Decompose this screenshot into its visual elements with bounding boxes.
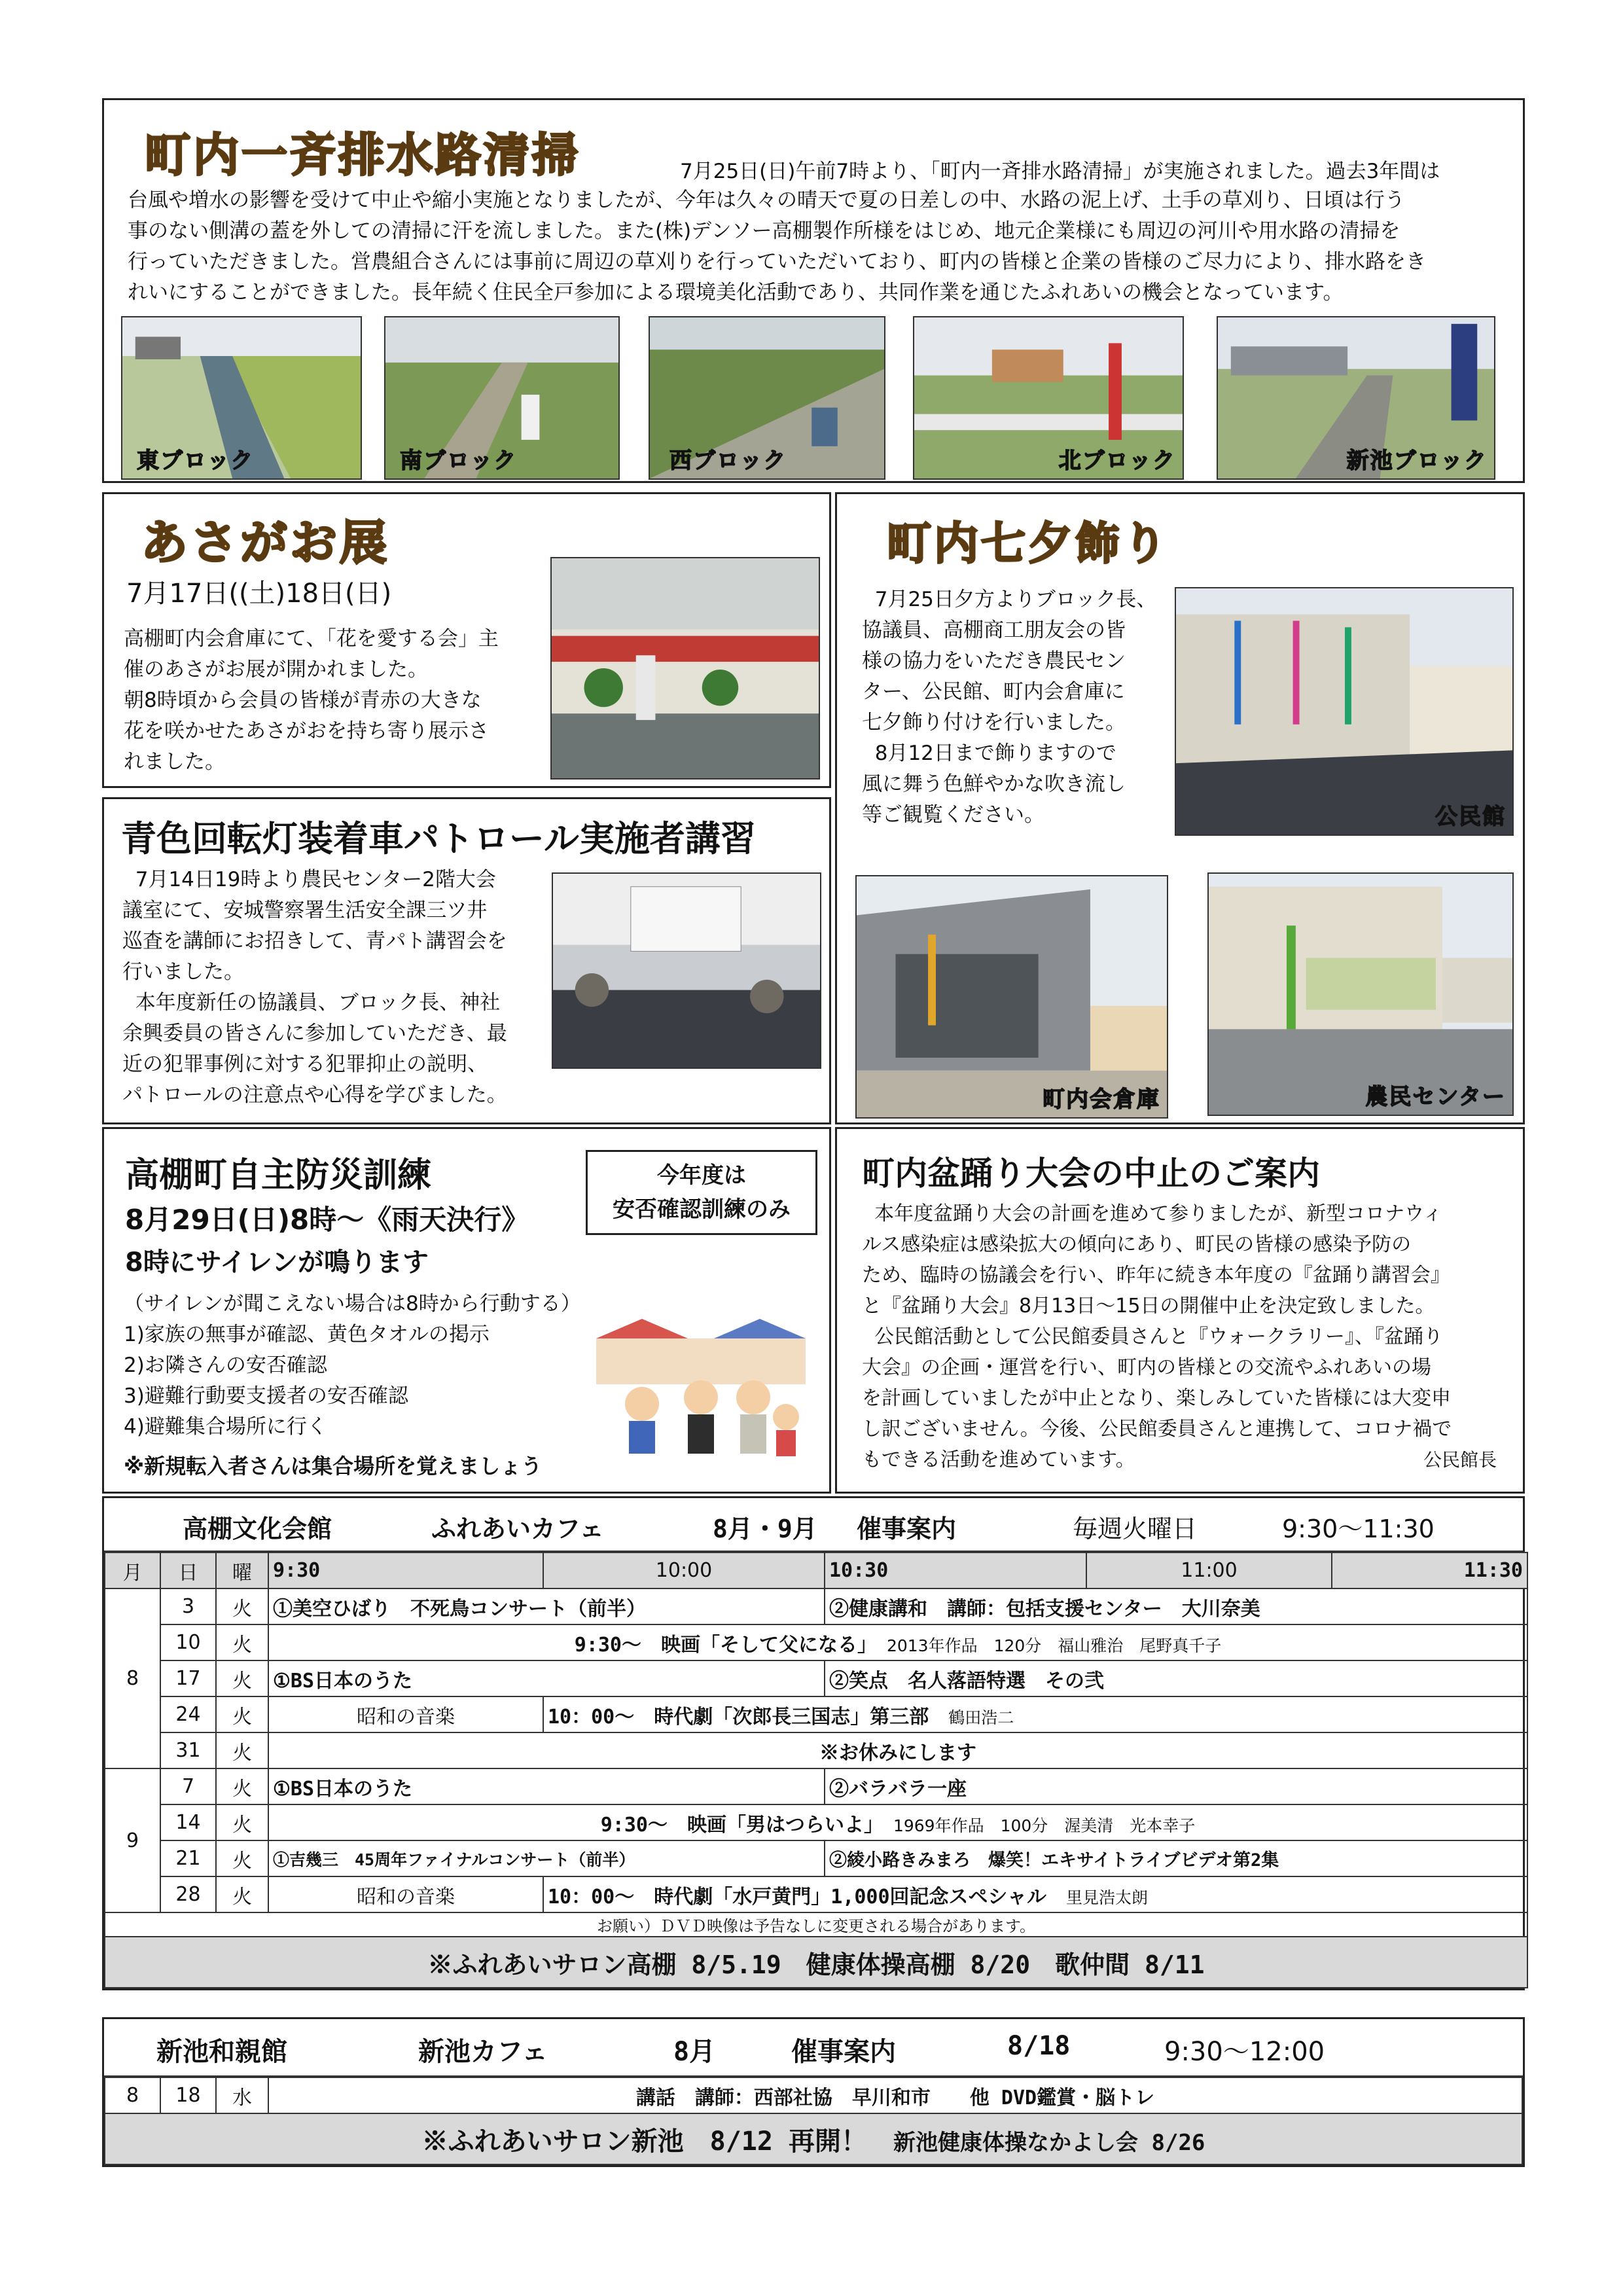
time-1130: 11:30: [1332, 1552, 1527, 1588]
asagao-title: あさがお展: [141, 515, 390, 570]
shinike-name: 新池カフェ: [418, 2037, 548, 2067]
program-b: ②笑点 名人落語特選 その弐: [825, 1660, 1527, 1696]
weekday: 火: [216, 1660, 268, 1696]
month-aug: 8: [105, 1588, 160, 1768]
day: 28: [160, 1876, 216, 1912]
table-row: [105, 1696, 1527, 1732]
program-title: 9:30～ 映画「男はつらいよ」: [600, 1813, 874, 1837]
program-b: ②健康講和 講師：包括支援センター 大川奈美: [825, 1588, 1527, 1624]
table-row: [105, 1804, 1527, 1840]
table-row: [105, 1840, 1527, 1876]
photo-shinike-block: [1217, 316, 1495, 480]
weekday: 火: [216, 1732, 268, 1768]
day: 18: [160, 2077, 216, 2113]
program-b: ②綾小路きみまろ 爆笑！エキサイトライブビデオ第2集: [825, 1840, 1527, 1876]
drill-siren: 8時にサイレンが鳴ります: [125, 1247, 429, 1278]
tanabata-photo-nomin: [1207, 872, 1514, 1116]
drill-section: [102, 1127, 831, 1494]
cafe-header: [104, 1498, 1523, 1552]
patrol-section: [102, 797, 831, 1124]
col-month: 月: [105, 1552, 160, 1588]
patrol-text: 7月14日19時より農民センター2階大会 議室にて、安城警察署生活安全課三ツ井 巡査を講師にお招きして、青パト講習会を 行いました。 本年度新任の協議員、ブロック長、神社 余興委員の皆さんに参加していただき、最 近の犯罪事例に対する犯罪抑止の説明、 パトロールの注意点や心得を学びました。: [122, 868, 507, 1107]
table-row: [105, 1660, 1527, 1696]
weekday: 火: [216, 1876, 268, 1912]
photo-east-block: [121, 316, 362, 480]
caption-north-block: 北ブロック: [1058, 448, 1176, 474]
cleanup-text: 台風や増水の影響を受けて中止や縮小実施となりましたが、今年は久々の晴天で夏の日差しの中、水路の泥上げ、土手の草刈り、日頃は行う 事のない側溝の蓋を外しての清掃に汗を流しました。また(株)デンソー高棚製作所様をはじめ、地元企業様にも周辺の河川や用水路の清掃を 行っていただきました。営農組合さんには事前に周辺の草刈りを行っていただいており、町内の皆様と企業の皆様のご尽力により、排水路をき れいにすることができました。長年続く住民全戸参加による環境美化活動であり、共同作業を通じたふれあいの機会となっています。: [128, 188, 1426, 304]
drill-notice: [586, 1150, 817, 1235]
cafe-weekly: 毎週火曜日: [1073, 1515, 1198, 1543]
day: 24: [160, 1696, 216, 1732]
day: 3: [160, 1588, 216, 1624]
program-full: [268, 1624, 1527, 1660]
weekday: 火: [216, 1768, 268, 1804]
month-sep: 9: [105, 1768, 160, 1912]
cafe-hours: 9:30～11:30: [1282, 1515, 1435, 1543]
tanabata-text: 7月25日夕方よりブロック長、 協議員、高棚商工朋友会の皆 様の協力をいただき農民セン ター、公民館、町内会倉庫に 七夕飾り付けを行いました。 8月12日まで飾りますので 風に舞う色鮮やかな吹き流し 等ご観覧ください。: [862, 588, 1157, 827]
table-row: [105, 1624, 1527, 1660]
photo-north-block: [913, 316, 1184, 480]
program-a: ①美空ひばり 不死鳥コンサート（前半）: [268, 1588, 825, 1624]
caption-shinike-block: 新池ブロック: [1346, 448, 1488, 474]
cafe-schedule: [102, 1496, 1525, 1990]
cleanup-section: [102, 98, 1525, 483]
day: 31: [160, 1732, 216, 1768]
caption-west-block: 西ブロック: [669, 448, 787, 474]
shinike-venue: 新池和親館: [156, 2037, 287, 2067]
weekday: 水: [216, 2077, 268, 2113]
col-weekday: 曜: [216, 1552, 268, 1588]
program-b: 10：00～ 時代劇「水戸黄門」1,000回記念スペシャル: [548, 1885, 1046, 1909]
table-row: [105, 1912, 1527, 1937]
photo-west-block: [649, 316, 885, 480]
day: 7: [160, 1768, 216, 1804]
bonodori-sign: 公民館長: [1423, 1449, 1497, 1471]
table-row: [105, 1732, 1527, 1768]
program-a: 昭和の音楽: [268, 1876, 543, 1912]
shinike-hours: 9:30～12:00: [1164, 2037, 1325, 2067]
program-note: 1969年作品 100分 渥美清 光本幸子: [893, 1816, 1196, 1835]
cafe-venue: 高棚文化会館: [183, 1515, 332, 1543]
caption-soko: 町内会倉庫: [1043, 1086, 1160, 1113]
tanabata-photo-soko: [855, 875, 1168, 1119]
cafe-months: 8月・9月: [713, 1515, 817, 1543]
table-row: [105, 1588, 1527, 1624]
cafe-label: 催事案内: [857, 1515, 957, 1543]
shinike-table: [104, 2077, 1523, 2165]
weekday: 火: [216, 1840, 268, 1876]
program-b-cell: [543, 1696, 1527, 1732]
tanabata-photo-kominkan: [1175, 587, 1514, 836]
cafe-table: [104, 1552, 1528, 1988]
bonodori-title: 町内盆踊り大会の中止のご案内: [862, 1155, 1320, 1193]
drill-title: 高棚町自主防災訓練: [125, 1156, 432, 1195]
day: 21: [160, 1840, 216, 1876]
shinike-salon: [105, 2113, 1522, 2164]
bonodori-text: 本年度盆踊り大会の計画を進めて参りましたが、新型コロナウィ ルス感染症は感染拡大の傾向にあり、町民の皆様の感染予防の ため、臨時の協議会を行い、昨年に続き本年度の『盆踊り講習会』 と『盆踊り大会』8月13日～15日の開催中止を決定致しました。 公民館活動として公民館委員さんと『ウォークラリー』、『盆踊り 大会』の企画・運営を行い、町内の皆様との交流やふれあいの場 を計画していましたが中止となり、楽しみしていた皆様には大変申 し訳ございません。今後、公民館委員さんと連携して、コロナ禍で もできる活動を進めています。: [862, 1202, 1452, 1471]
day: 10: [160, 1624, 216, 1660]
bonodori-section: [835, 1127, 1525, 1494]
cafe-time-header: [105, 1552, 1527, 1588]
weekday: 火: [216, 1624, 268, 1660]
time-1030: 10:30: [825, 1552, 1086, 1588]
asagao-date: 7月17日((土)18日(日): [126, 579, 392, 609]
photo-south-block: [384, 316, 620, 480]
day: 14: [160, 1804, 216, 1840]
time-1100: 11:00: [1086, 1552, 1332, 1588]
shinike-salon-sub: 新池健康体操なかよし会 8/26: [893, 2129, 1205, 2156]
program-full: [268, 1804, 1527, 1840]
cleanup-title: 町内一斉排水路清掃: [145, 128, 580, 182]
weekday: 火: [216, 1696, 268, 1732]
asagao-section: [102, 492, 831, 788]
program-a: 昭和の音楽: [268, 1696, 543, 1732]
program-a: ①BS日本のうた: [268, 1768, 825, 1804]
drill-notice-line2: 安否確認訓練のみ: [613, 1196, 791, 1223]
weekday: 火: [216, 1804, 268, 1840]
asagao-photo: [550, 557, 820, 780]
caption-nomin: 農民センター: [1365, 1084, 1506, 1110]
caption-east-block: 東ブロック: [137, 448, 255, 474]
time-0930: 9:30: [268, 1552, 543, 1588]
drill-date: 8月29日(日)8時～《雨天決行》: [125, 1204, 529, 1236]
caption-south-block: 南ブロック: [400, 448, 518, 474]
shinike-month: 8月: [673, 2037, 716, 2067]
cafe-name: ふれあいカフェ: [431, 1515, 605, 1543]
program-a: ①BS日本のうた: [268, 1660, 825, 1696]
shinike-salon-main: ※ふれあいサロン新池 8/12 再開！: [421, 2126, 868, 2157]
month: 8: [105, 2077, 160, 2113]
program-b-cell: [543, 1876, 1527, 1912]
table-row: [105, 1937, 1527, 1988]
drill-notice-line1: 今年度は: [657, 1162, 746, 1189]
table-row: [105, 2077, 1522, 2113]
weekday: 火: [216, 1588, 268, 1624]
patrol-photo: [552, 872, 821, 1069]
shinike-label: 催事案内: [791, 2037, 896, 2067]
time-1000: 10:00: [543, 1552, 825, 1588]
program-b: 10：00～ 時代劇「次郎長三国志」第三部: [548, 1705, 929, 1729]
drill-illustration: [590, 1319, 812, 1463]
program-title: 9:30～ 映画「そして父になる」: [574, 1633, 867, 1657]
day: 17: [160, 1660, 216, 1696]
program-a: ①吉幾三 45周年ファイナルコンサート（前半）: [268, 1840, 825, 1876]
shinike-schedule: [102, 2017, 1525, 2167]
program-note: 2013年作品 120分 福山雅治 尾野真千子: [886, 1636, 1222, 1655]
program-note: 里見浩太朗: [1065, 1888, 1148, 1907]
col-day: 日: [160, 1552, 216, 1588]
caption-kominkan: 公民館: [1435, 804, 1506, 830]
tanabata-section: [835, 492, 1525, 1124]
program-b: ②バラバラ一座: [825, 1768, 1527, 1804]
patrol-title: 青色回転灯装着車パトロール実施者講習: [121, 818, 756, 859]
table-row: [105, 2113, 1522, 2164]
shinike-header: [104, 2019, 1523, 2077]
program-full: ※お休みにします: [268, 1732, 1527, 1768]
asagao-text: 高棚町内会倉庫にて、「花を愛する会」主 催のあさがお展が開かれました。 朝8時頃から会員の皆様が青赤の大きな 花を咲かせたあさがおを持ち寄り展示さ れました。: [124, 627, 499, 774]
drill-footer: ※新規転入者さんは集合場所を覚えましょう: [124, 1454, 543, 1479]
cleanup-lead: 7月25日(日)午前7時より、「町内一斉排水路清掃」が実施されました。過去3年間は: [680, 160, 1440, 183]
program-note: 鶴田浩二: [948, 1708, 1014, 1727]
tanabata-title: 町内七夕飾り: [887, 518, 1170, 570]
table-row: [105, 1876, 1527, 1912]
cafe-request: お願い）ＤＶＤ映像は予告なしに変更される場合があります。: [105, 1912, 1527, 1937]
program: 講話 講師：西部社協 早川和市 他 DVD鑑賞・脳トレ: [268, 2077, 1522, 2113]
drill-text: （サイレンが聞こえない場合は8時から行動する） 1)家族の無事が確認、黄色タオルの掲示 2)お隣さんの安否確認 3)避難行動要支援者の安否確認 4)避難集合場所に行く: [124, 1292, 581, 1439]
cafe-salon: ※ふれあいサロン高棚 8/5.19 健康体操高棚 8/20 歌仲間 8/11: [105, 1937, 1527, 1988]
shinike-date: 8/18: [1007, 2031, 1071, 2061]
table-row: [105, 1768, 1527, 1804]
